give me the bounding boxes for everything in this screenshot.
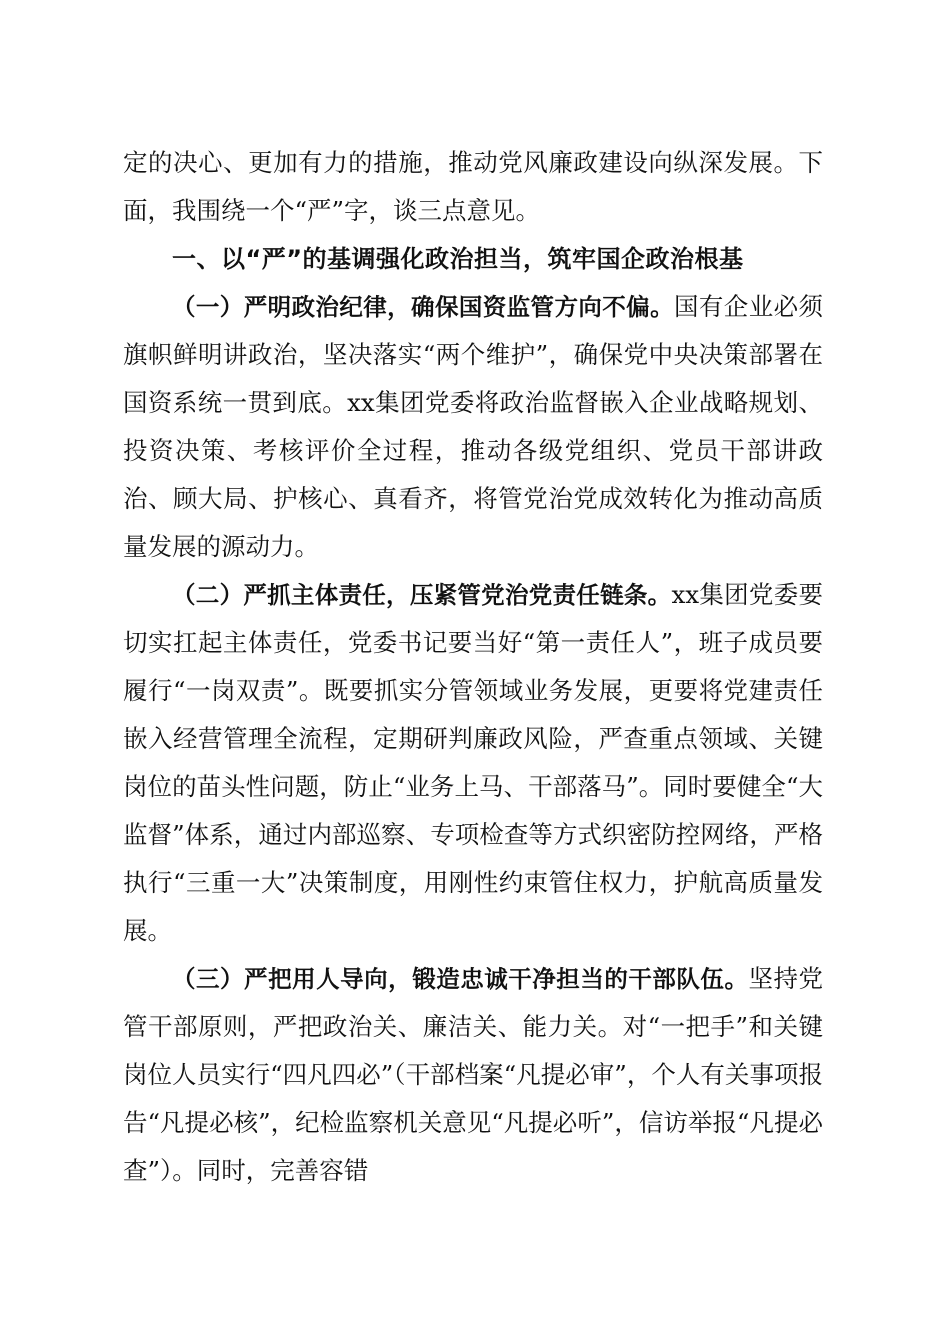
document-body xyxy=(123,139,823,1195)
paragraph-lead: （三）严把用人导向，锻造忠诚干净担当的干部队伍。 xyxy=(172,965,749,993)
paragraph-text: xx集团党委要切实扛起主体责任，党委书记要当好“第一责任人”，班子成员要履行“一岗双责”。既要抓实分管领域业务发展，更要将党建责任嵌入经营管理全流程，定期研判廉政风险，严查重点领域、关键岗位的苗头性问题，防止“业务上马、干部落马”。同时要健全“大监督”体系，通过内部巡察、专项检查等方式织密防控网络，严格执行“三重一大”决策制度，用刚性约束管住权力，护航高质量发展。 xyxy=(123,580,824,945)
paragraph-lead: （一）严明政治纪律，确保国资监管方向不偏。 xyxy=(172,293,674,321)
section-heading: 一、以“严”的基调强化政治担当，筑牢国企政治根基 xyxy=(172,245,744,273)
paragraph-item-3 xyxy=(123,955,823,1195)
paragraph-item-1 xyxy=(123,283,823,571)
paragraph-item-2 xyxy=(123,571,823,955)
continuation-paragraph: 定的决心、更加有力的措施，推动党风廉政建设向纵深发展。下面，我围绕一个“严”字，谈三点意见。 xyxy=(123,148,823,225)
paragraph-text: 国有企业必须旗帜鲜明讲政治，坚决落实“两个维护”，确保党中央决策部署在国资系统一贯到底。xx集团党委将政治监督嵌入企业战略规划、投资决策、考核评价全过程，推动各级党组织、党员干部讲政治、顾大局、护核心、真看齐，将管党治党成效转化为推动高质量发展的源动力。 xyxy=(123,292,824,561)
paragraph-text: 坚持党管干部原则，严把政治关、廉洁关、能力关。对“一把手”和关键岗位人员实行“四凡四必”（干部档案“凡提必审”，个人有关事项报告“凡提必核”，纪检监察机关意见“凡提必听”，信访举报“凡提必查”）。同时，完善容错 xyxy=(123,964,824,1185)
paragraph-lead: （二）严抓主体责任，压紧管党治党责任链条。 xyxy=(172,581,672,609)
